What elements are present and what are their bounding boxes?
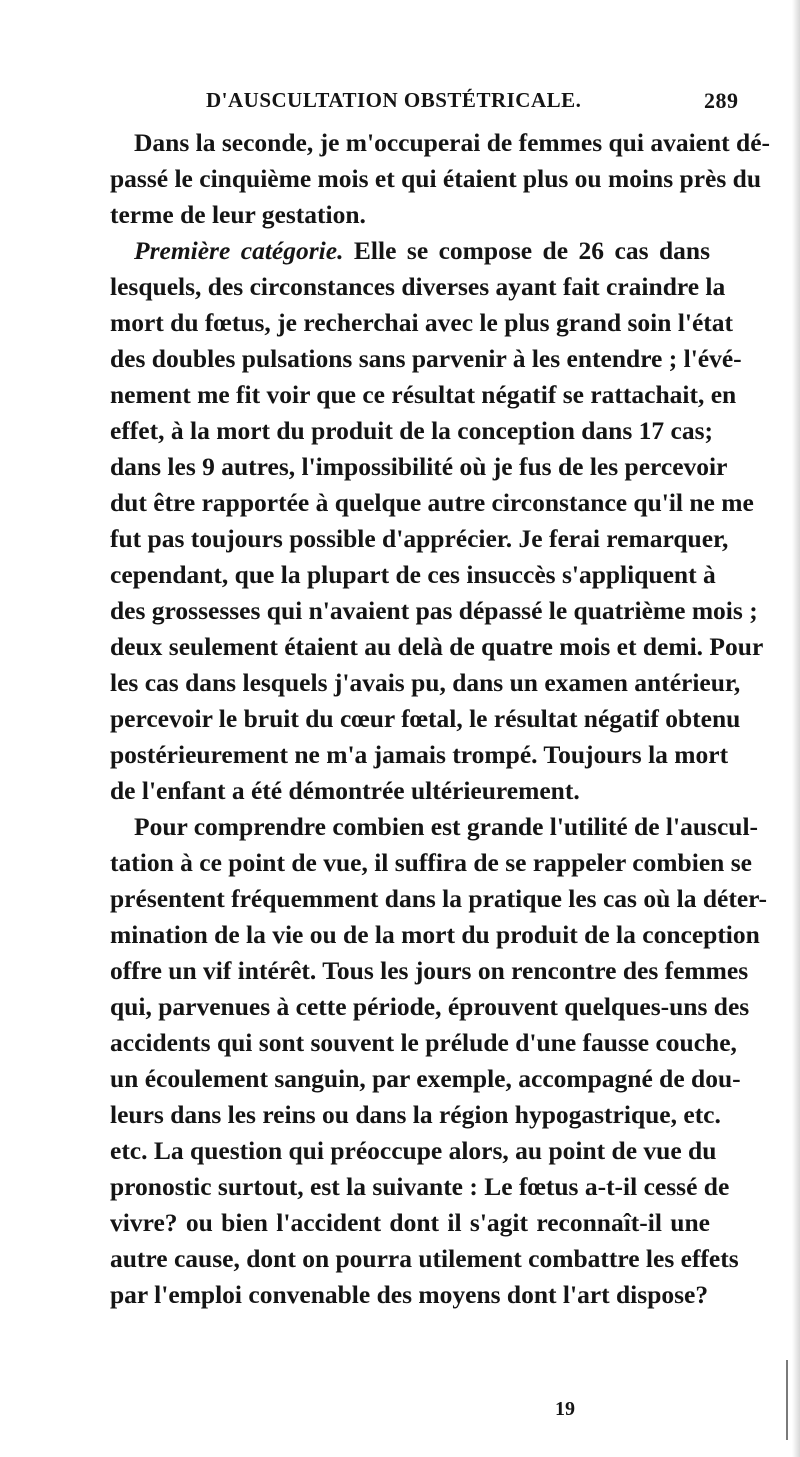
text-line — [134, 233, 710, 269]
text-line: deux seulement étaient au delà de quatre mois et demi. Pour — [110, 632, 764, 661]
text-line: lesquels, des circonstances diverses ayant fait craindre la — [110, 272, 726, 301]
text-line: offre un vif intérêt. Tous les jours on rencontre des femmes — [110, 956, 749, 985]
text-line: Dans la seconde, je m'occuperai de femmes qui avaient dé- — [134, 128, 771, 157]
text-line: mination de la vie ou de la mort du produit de la conception — [110, 920, 760, 949]
text-line: fut pas toujours possible d'apprécier. Je ferai remarquer, — [110, 524, 729, 553]
page-edge — [792, 0, 800, 1457]
signature-mark: 19 — [555, 1398, 575, 1420]
text-line: nement me fit voir que ce résultat négatif se rattachait, en — [110, 380, 737, 409]
text-line: mort du fœtus, je recherchai avec le plus grand soin l'état — [110, 308, 734, 337]
text-line: des doubles pulsations sans parvenir à les entendre ; l'évé- — [110, 344, 742, 373]
text-line: dans les 9 autres, l'impossibilité où je fus de les percevoir — [110, 452, 728, 481]
text-line: passé le cinquième mois et qui étaient plus ou moins près du — [110, 164, 762, 193]
text-line: qui, parvenues à cette période, éprouvent quelques-uns des — [110, 992, 750, 1021]
text-line: dut être rapportée à quelque autre circonstance qu'il ne me — [110, 488, 754, 517]
running-title: D'AUSCULTATION OBSTÉTRICALE. — [206, 88, 582, 112]
text-line: cependant, que la plupart de ces insuccès s'appliquent à — [110, 560, 716, 589]
page-edge-mark — [786, 1360, 788, 1440]
text-line: autre cause, dont on pourra utilement combattre les effets — [110, 1244, 739, 1273]
text-line: vivre? ou bien l'accident dont il s'agit reconnaît-il une — [110, 1208, 710, 1237]
text-line: accidents qui sont souvent le prélude d'une fausse couche, — [110, 1028, 737, 1057]
text-line: postérieurement ne m'a jamais trompé. Toujours la mort — [110, 740, 729, 769]
text-line: effet, à la mort du produit de la conception dans 17 cas; — [110, 416, 714, 445]
text-line: etc. La question qui préoccupe alors, au point de vue du — [110, 1136, 717, 1165]
text-line: Pour comprendre combien est grande l'utilité de l'auscul- — [134, 812, 759, 841]
text-line: leurs dans les reins ou dans la région hypogastrique, etc. — [110, 1100, 721, 1129]
section-heading: Première catégorie. — [134, 236, 344, 265]
text-line: tation à ce point de vue, il suffira de se rappeler combien se — [110, 848, 752, 877]
text-line: de l'enfant a été démontrée ultérieurement. — [110, 776, 580, 805]
text-line: les cas dans lesquels j'avais pu, dans un examen antérieur, — [110, 668, 741, 697]
text-line: des grossesses qui n'avaient pas dépassé le quatrième mois ; — [110, 596, 758, 625]
text-line: terme de leur gestation. — [110, 200, 366, 229]
text-line: par l'emploi convenable des moyens dont l'art dispose? — [110, 1280, 709, 1309]
page-number: 289 — [704, 88, 739, 113]
text-line: percevoir le bruit du cœur fœtal, le résultat négatif obtenu — [110, 704, 741, 733]
text-line: un écoulement sanguin, par exemple, accompagné de dou- — [110, 1064, 741, 1093]
running-header — [110, 88, 800, 118]
text-fragment: Elle se compose de 26 cas dans — [343, 236, 710, 265]
text-line: pronostic surtout, est la suivante : Le fœtus a-t-il cessé de — [110, 1172, 730, 1201]
text-line: présentent fréquemment dans la pratique les cas où la déter- — [110, 884, 768, 913]
